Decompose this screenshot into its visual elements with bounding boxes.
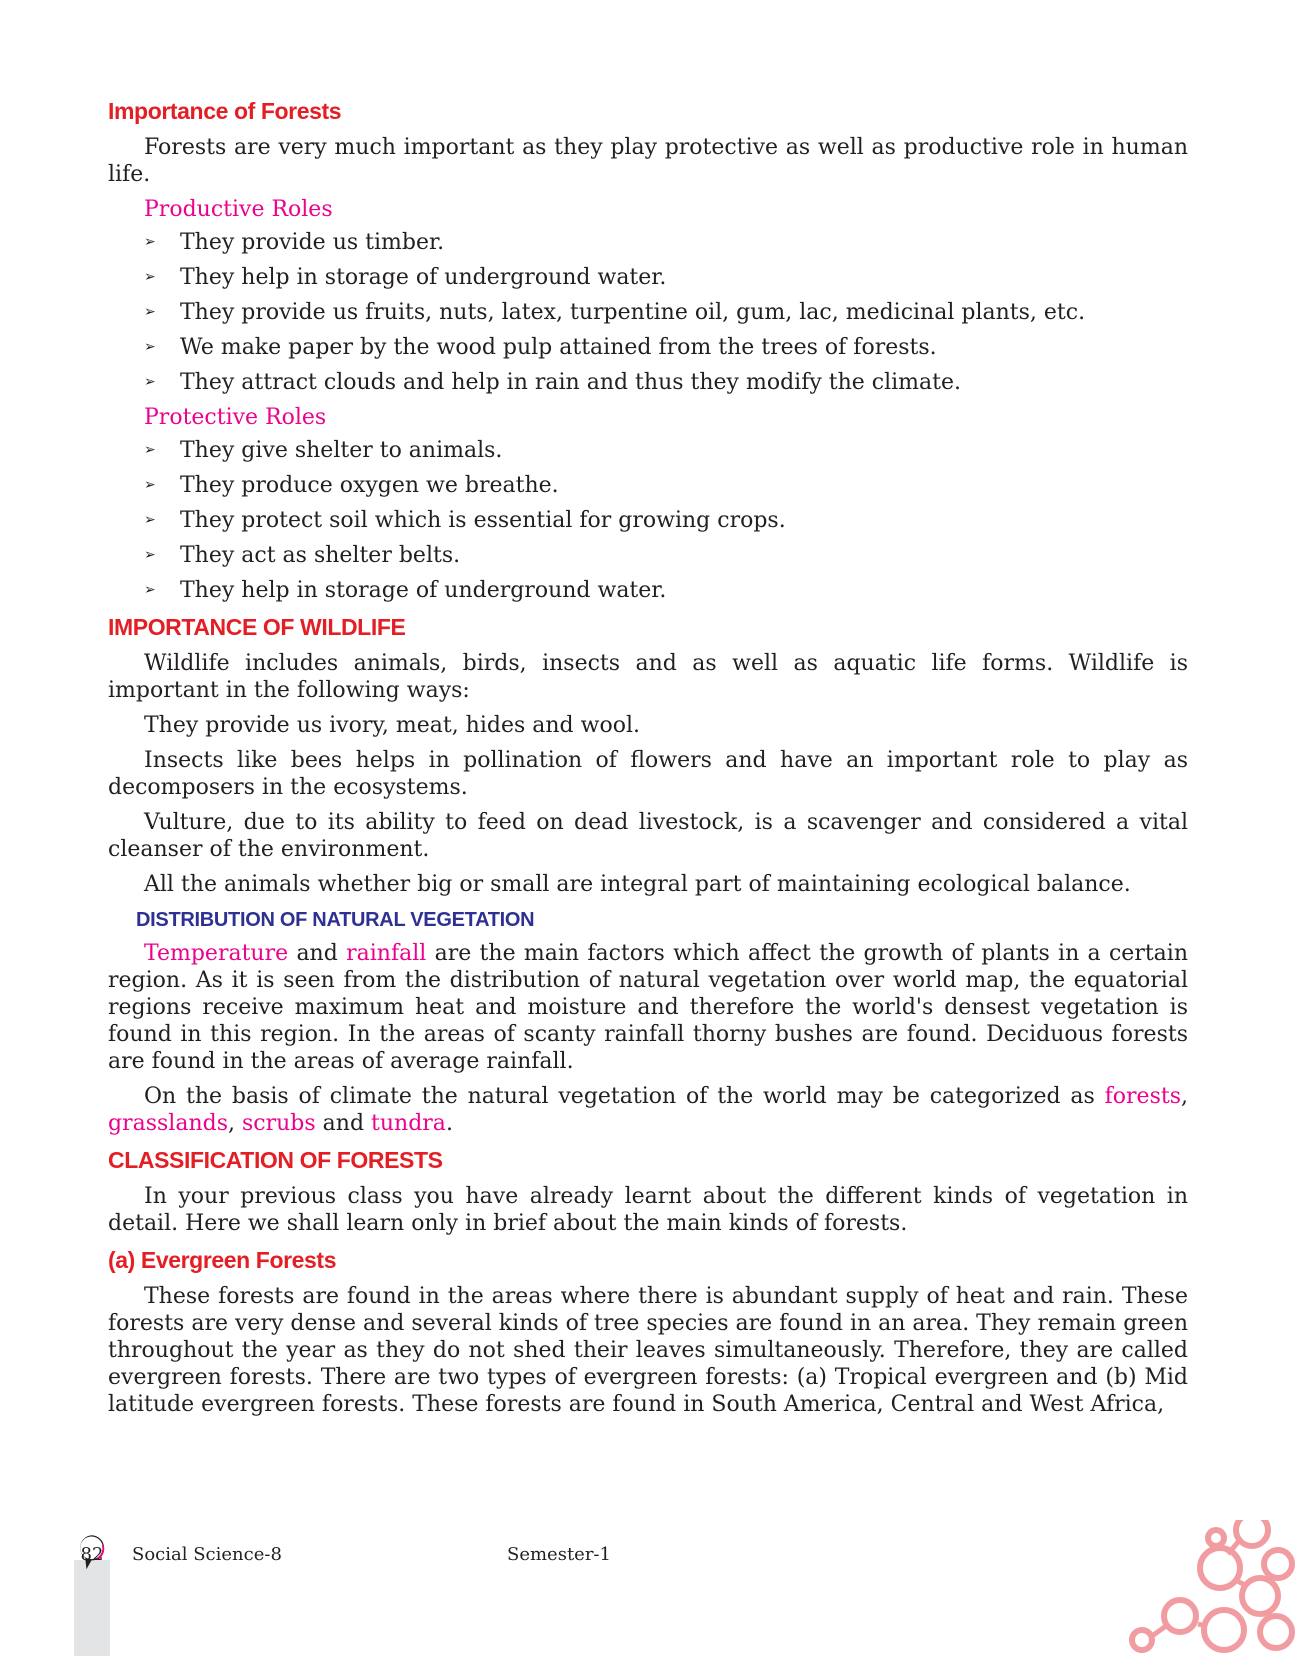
term-scrubs: scrubs <box>242 1111 316 1136</box>
arrow-bullet-icon: ➢ <box>144 512 156 528</box>
term-temperature: Temperature <box>144 941 289 966</box>
page-content <box>108 96 1188 1426</box>
book-title: Social Science-8 <box>132 1544 282 1565</box>
wildlife-paragraph: They provide us ivory, meat, hides and wool. <box>144 713 640 738</box>
protective-roles-title: Protective Roles <box>144 405 327 430</box>
wildlife-paragraph: Wildlife includes animals, birds, insects and as well as aquatic life forms. Wildlife is important in the following ways: <box>108 651 1188 703</box>
distribution-paragraph-2: On the basis of climate the natural vegetation of the world may be categorized as forests, grasslands, scrubs and tundra. <box>108 1084 1188 1136</box>
list-item: ➢ They give shelter to animals. <box>144 438 503 463</box>
forests-intro: Forests are very much important as they play protective as well as productive role in human life. <box>108 135 1188 187</box>
bubbles-decoration-icon <box>1120 1520 1296 1656</box>
classification-intro: In your previous class you have already learnt about the different kinds of vegetation in detail. Here we shall learn only in brief about the main kinds of forests. <box>108 1184 1188 1236</box>
arrow-bullet-icon: ➢ <box>144 339 156 355</box>
page-number: 82 <box>80 1544 104 1565</box>
heading-importance-of-forests: Importance of Forests <box>108 98 342 124</box>
arrow-bullet-icon: ➢ <box>144 234 156 250</box>
list-item: ➢ They attract clouds and help in rain and thus they modify the climate. <box>144 370 962 395</box>
protective-roles-list <box>108 437 1188 604</box>
arrow-bullet-icon: ➢ <box>144 304 156 320</box>
heading-importance-of-wildlife: IMPORTANCE OF WILDLIFE <box>108 614 406 640</box>
arrow-bullet-icon: ➢ <box>144 269 156 285</box>
list-item: ➢ They provide us timber. <box>144 230 445 255</box>
arrow-bullet-icon: ➢ <box>144 547 156 563</box>
list-item: ➢ They act as shelter belts. <box>144 543 461 568</box>
term-rainfall: rainfall <box>346 941 427 966</box>
list-item: ➢ We make paper by the wood pulp attained from the trees of forests. <box>144 335 937 360</box>
list-item: ➢ They protect soil which is essential for growing crops. <box>144 508 786 533</box>
term-grasslands: grasslands <box>108 1111 228 1136</box>
heading-distribution-of-natural-vegetation: DISTRIBUTION OF NATURAL VEGETATION <box>136 909 535 931</box>
evergreen-paragraph: These forests are found in the areas where there is abundant supply of heat and rain. These forests are very dense and several kinds of tree species are found in an area. They remain green throughout the year as they do not shed their leaves simultaneously. Therefore, they are called evergreen forests. There are two types of evergreen forests: (a) Tropical evergreen and (b) Mid latitude evergreen forests. These forests are found in South America, Central and West Africa, <box>108 1284 1188 1417</box>
page-footer <box>0 1520 1296 1656</box>
wildlife-paragraph: Insects like bees helps in pollination of flowers and have an important role to play as decomposers in the ecosystems. <box>108 748 1188 800</box>
wildlife-paragraph: Vulture, due to its ability to feed on dead livestock, is a scavenger and considered a vital cleanser of the environment. <box>108 810 1188 862</box>
wildlife-paragraph: All the animals whether big or small are integral part of maintaining ecological balance. <box>144 872 1131 897</box>
list-item: ➢ They produce oxygen we breathe. <box>144 473 559 498</box>
distribution-paragraph-1: Temperature and rainfall are the main factors which affect the growth of plants in a certain region. As it is seen from the distribution of natural vegetation over world map, the equatorial regions receive maximum heat and moisture and therefore the world's densest vegetation is found in this region. In the areas of scanty rainfall thorny bushes are found. Deciduous forests are found in the areas of average rainfall. <box>108 941 1188 1074</box>
arrow-bullet-icon: ➢ <box>144 477 156 493</box>
productive-roles-list <box>108 229 1188 396</box>
list-item: ➢ They provide us fruits, nuts, latex, turpentine oil, gum, lac, medicinal plants, etc. <box>144 300 1086 325</box>
productive-roles-title: Productive Roles <box>144 197 333 222</box>
term-forests: forests <box>1104 1084 1181 1109</box>
semester-label: Semester-1 <box>507 1544 611 1565</box>
arrow-bullet-icon: ➢ <box>144 442 156 458</box>
heading-classification-of-forests: CLASSIFICATION OF FORESTS <box>108 1147 443 1173</box>
arrow-bullet-icon: ➢ <box>144 374 156 390</box>
arrow-bullet-icon: ➢ <box>144 582 156 598</box>
list-item: ➢ They help in storage of underground water. <box>144 265 667 290</box>
list-item: ➢ They help in storage of underground water. <box>144 578 667 603</box>
term-tundra: tundra <box>371 1111 446 1136</box>
heading-evergreen-forests: (a) Evergreen Forests <box>108 1247 337 1273</box>
